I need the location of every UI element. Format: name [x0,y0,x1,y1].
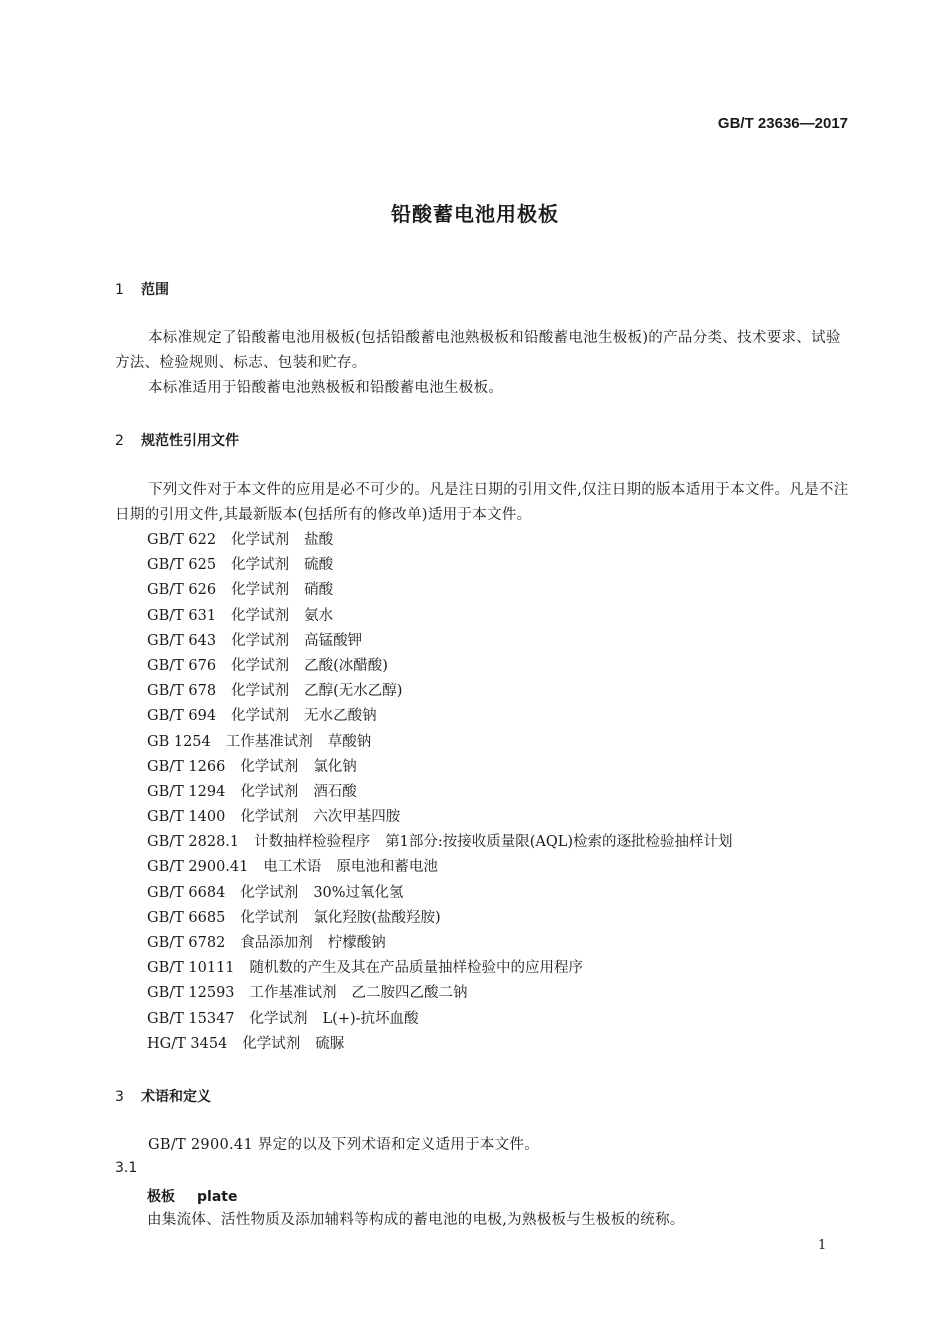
reference-title-part: 化学试剂 [231,582,290,599]
reference-title-part: 化学试剂 [231,683,290,700]
reference-title-part: 六次甲基四胺 [313,809,401,826]
reference-code: GB/T 1294 [147,783,226,800]
reference-title-part: 酒石酸 [313,783,357,800]
reference-title-part: 化学试剂 [231,557,290,574]
reference-title-part: 乙酸(冰醋酸) [304,657,388,674]
reference-item [147,805,748,830]
page-number: 1 [818,1238,827,1253]
reference-title-part: 第1部分:按接收质量限(AQL)检索的逐批检验抽样计划 [385,834,733,851]
reference-item [147,553,748,578]
reference-title-part: 化学试剂 [249,1010,308,1027]
reference-title-part: 化学试剂 [231,607,290,624]
reference-title-part: L(+)-抗坏血酸 [322,1010,419,1027]
reference-title-part: 计数抽样检验程序 [254,834,371,851]
reference-code: GB/T 6685 [147,909,226,926]
reference-code: GB/T 6684 [147,884,226,901]
reference-title-part: 草酸钠 [327,733,372,750]
section-2-intro: 下列文件对于本文件的应用是必不可少的。凡是注日期的引用文件,仅注日期的版本适用于本文件。凡是不注日期的引用文件,其最新版本(包括所有的修改单)适用于本文件。 [115,482,849,523]
reference-code: GB/T 10111 [147,960,235,977]
section-1-paragraph-1: 本标准规定了铅酸蓄电池用极板(包括铅酸蓄电池熟极板和铅酸蓄电池生极板)的产品分类、技术要求、试验方法、检验规则、标志、包装和贮存。 [115,330,841,371]
term-definition: 由集流体、活性物质及添加辅料等构成的蓄电池的电极,为熟极板与生极板的统称。 [147,1212,685,1228]
reference-code: GB/T 676 [147,657,217,674]
reference-item [147,604,748,629]
reference-title-part: 化学试剂 [240,783,299,800]
reference-title-part: 乙醇(无水乙醇) [304,683,403,700]
term-number: 3.1 [115,1160,138,1176]
section-3-heading [115,1086,211,1106]
reference-title-part: 随机数的产生及其在产品质量抽样检验中的应用程序 [249,960,584,977]
reference-title-part: 电工术语 [263,859,322,876]
reference-item [147,931,748,956]
section-number: 2 [115,433,124,449]
reference-title-part: 硫酸 [304,557,334,574]
reference-code: GB/T 6782 [147,935,226,951]
reference-title-part: 30%过氧化氢 [313,884,404,901]
reference-item [147,730,748,755]
reference-code: GB/T 2828.1 [147,834,240,851]
reference-list [147,528,748,1057]
reference-title-part: 盐酸 [304,532,334,548]
reference-title-part: 原电池和蓄电池 [336,859,438,876]
reference-title-part: 柠檬酸钠 [327,935,386,951]
reference-title-part: 硫脲 [315,1035,345,1052]
reference-code: GB/T 1266 [147,758,226,775]
reference-item [147,654,748,679]
reference-title-part: 工作基准试剂 [225,733,313,750]
reference-title-part: 无水乙酸钠 [304,708,377,725]
reference-title-part: 化学试剂 [231,657,290,674]
reference-code: GB/T 678 [147,683,217,700]
document-title: 铅酸蓄电池用极板 [391,202,559,226]
reference-code: GB/T 622 [147,532,217,548]
reference-item [147,755,748,780]
reference-title-part: 乙二胺四乙酸二钠 [351,985,468,1002]
section-number: 3 [115,1089,124,1105]
reference-title-part: 化学试剂 [231,532,290,548]
reference-code: GB 1254 [147,733,211,750]
reference-item [147,704,748,729]
reference-title-part: 化学试剂 [240,884,299,901]
section-1-heading [115,279,169,299]
reference-item [147,528,748,553]
reference-code: GB/T 625 [147,557,217,574]
section-1-paragraph-2: 本标准适用于铅酸蓄电池熟极板和铅酸蓄电池生极板。 [148,380,504,396]
reference-item [147,881,748,906]
reference-title-part: 化学试剂 [240,758,299,775]
reference-code: GB/T 643 [147,632,217,649]
section-number: 1 [115,282,124,298]
reference-title-part: 氯化羟胺(盐酸羟胺) [313,909,441,926]
reference-item [147,981,748,1006]
reference-item [147,906,748,931]
reference-code: HG/T 3454 [147,1035,228,1052]
reference-item [147,780,748,805]
reference-code: GB/T 694 [147,708,217,725]
reference-item [147,629,748,654]
reference-item [147,855,748,880]
section-title: 规范性引用文件 [141,433,239,449]
term-zh: 极板 [147,1189,175,1205]
reference-code: GB/T 2900.41 [147,859,249,876]
term-heading [147,1186,237,1206]
reference-title-part: 工作基准试剂 [249,985,337,1002]
reference-title-part: 化学试剂 [240,809,299,826]
section-title: 术语和定义 [141,1089,211,1105]
reference-title-part: 化学试剂 [240,909,299,926]
reference-item [147,679,748,704]
reference-title-part: 硝酸 [304,582,334,599]
reference-title-part: 化学试剂 [231,632,290,649]
term-en: plate [197,1189,238,1205]
reference-title-part: 食品添加剂 [240,935,313,951]
reference-item [147,1007,748,1032]
reference-item [147,1032,748,1057]
reference-title-part: 高锰酸钾 [304,632,363,649]
reference-code: GB/T 12593 [147,985,235,1002]
reference-item [147,578,748,603]
section-title: 范围 [141,282,169,298]
reference-title-part: 氨水 [304,607,334,624]
section-3-intro: GB/T 2900.41 界定的以及下列术语和定义适用于本文件。 [148,1137,540,1153]
reference-item [147,956,748,981]
reference-title-part: 化学试剂 [242,1035,301,1052]
reference-code: GB/T 631 [147,607,217,624]
reference-code: GB/T 626 [147,582,217,599]
reference-title-part: 化学试剂 [231,708,290,725]
reference-item [147,830,748,855]
reference-code: GB/T 15347 [147,1010,235,1027]
section-2-heading [115,430,239,450]
standard-code: GB/T 23636—2017 [717,115,848,132]
reference-title-part: 氯化钠 [313,758,357,775]
reference-code: GB/T 1400 [147,809,226,826]
